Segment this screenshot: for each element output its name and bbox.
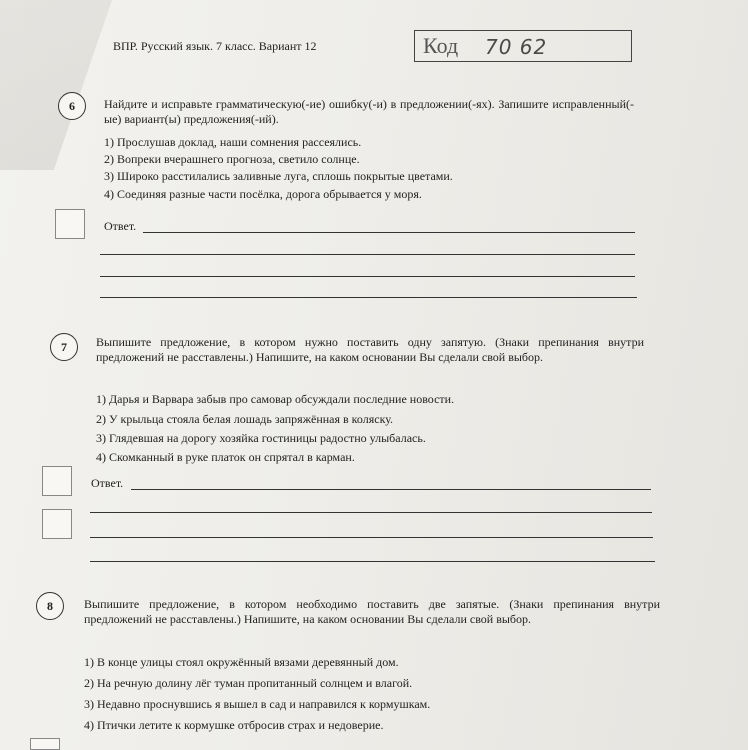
code-box [414, 30, 632, 62]
question-8-prompt: Выпишите предложение, в котором необходимо поставить две запятые. (Знаки препинания внутри предложений не расставлены.) Напишите, на каком основании Вы сделали свой выбор. [84, 597, 660, 626]
question-8-option-2: 2) На речную долину лёг туман пропитанный солнцем и влагой. [84, 676, 413, 690]
question-6-answer-line[interactable] [143, 232, 635, 233]
question-6-answer-line[interactable] [100, 297, 637, 298]
question-7-answer-line[interactable] [90, 512, 652, 513]
question-7-option-1: 1) Дарья и Варвара забыв про самовар обсуждали последние новости. [96, 392, 455, 406]
question-8-option-3: 3) Недавно проснувшись я вышел в сад и направился к кормушкам. [84, 697, 431, 711]
question-6-option-1: 1) Прослушав доклад, наши сомнения рассеялись. [104, 135, 362, 149]
question-6-answer-label: Ответ. [104, 219, 137, 233]
question-number-6: 6 [58, 92, 86, 120]
question-6-answer-line[interactable] [100, 276, 635, 277]
question-6-option-3: 3) Широко расстилались заливные луга, сплошь покрытые цветами. [104, 169, 453, 183]
question-number-8: 8 [36, 592, 64, 620]
question-7-answer-line[interactable] [90, 561, 655, 562]
question-6-score-box[interactable] [55, 209, 85, 239]
code-handwritten-value: 70 62 [485, 35, 548, 59]
question-8-option-1: 1) В конце улицы стоял окружённый вязами деревянный дом. [84, 655, 399, 669]
question-7-option-2: 2) У крыльца стояла белая лошадь запряжённая в коляску. [96, 412, 394, 426]
page-header: ВПР. Русский язык. 7 класс. Вариант 12 [113, 39, 317, 53]
folded-page-corner [0, 0, 112, 170]
question-6-option-2: 2) Вопреки вчерашнего прогноза, светило солнце. [104, 152, 360, 166]
question-7-prompt: Выпишите предложение, в котором нужно поставить одну запятую. (Знаки препинания внутри предложений не расставлены.) Напишите, на каком основании Вы сделали свой выбор. [96, 335, 644, 364]
question-7-score-box[interactable] [42, 466, 72, 496]
question-6-option-4: 4) Соединяя разные части посёлка, дорога обрывается у моря. [104, 187, 422, 201]
question-7-option-3: 3) Глядевшая на дорогу хозяйка гостиницы радостно улыбалась. [96, 431, 426, 445]
code-label: Код [423, 33, 459, 58]
question-6-prompt: Найдите и исправьте грамматическую(-ие) ошибку(-и) в предложении(-ях). Запишите исправленный(-ые) вариант(ы) предложения(-ий). [104, 97, 634, 126]
question-7-answer-line[interactable] [131, 489, 651, 490]
question-7-option-4: 4) Скомканный в руке платок он спрятал в карман. [96, 450, 355, 464]
question-number-7: 7 [50, 333, 78, 361]
question-7-answer-line[interactable] [90, 537, 653, 538]
question-6-answer-line[interactable] [100, 254, 635, 255]
question-7-answer-label: Ответ. [91, 476, 124, 490]
question-8-score-box[interactable] [30, 738, 60, 750]
question-7-score-box[interactable] [42, 509, 72, 539]
question-8-option-4: 4) Птички летите к кормушке отбросив страх и недоверие. [84, 718, 384, 732]
